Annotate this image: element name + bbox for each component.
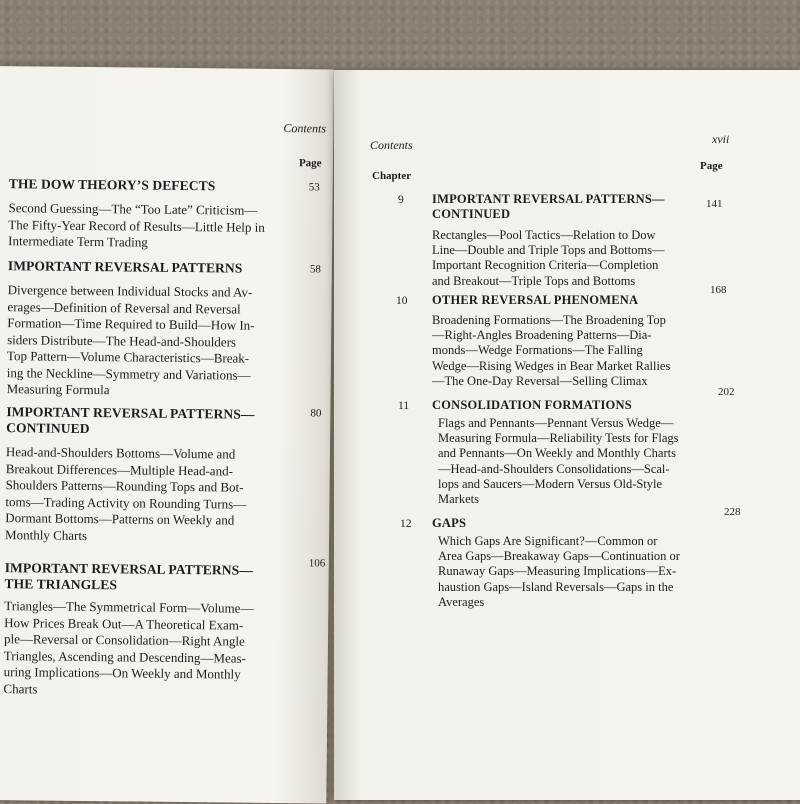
running-head-right: Contents — [370, 138, 413, 152]
description-line: The Fifty-Year Record of Results—Little Help in — [8, 216, 265, 235]
description-line: Breakout Differences—Multiple Head-and- — [5, 460, 234, 479]
description-line: Runaway Gaps—Measuring Implications—Ex- — [438, 564, 677, 579]
page-column-label-left: Page — [298, 157, 322, 170]
entry-page-number: 168 — [710, 284, 727, 296]
entry-title: CONSOLIDATION FORMATIONS — [432, 398, 632, 412]
entry-description — [3, 598, 302, 700]
entry-description — [432, 228, 712, 289]
description-line: monds—Wedge Formations—The Falling — [432, 343, 643, 358]
entry-title: THE DOW THEORY’S DEFECTS — [8, 176, 216, 194]
description-line: Area Gaps—Breakaway Gaps—Continuation or — [438, 549, 680, 564]
description-line: uring Implications—On Weekly and Monthly — [3, 664, 241, 682]
entry-description — [7, 282, 306, 401]
description-line: Wedge—Rising Wedges in Bear Market Rallies — [432, 358, 671, 373]
description-line: Head-and-Shoulders Bottoms—Volume and — [5, 444, 236, 462]
description-line: Top Pattern—Volume Characteristics—Break- — [6, 348, 250, 366]
description-line: Formation—Time Required to Build—How In- — [7, 315, 255, 333]
description-line: Flags and Pennants—Pennant Versus Wedge— — [438, 416, 674, 430]
description-line: —The One-Day Reversal—Selling Climax — [432, 373, 648, 388]
chapter-number: 11 — [398, 400, 410, 412]
chapter-column-label: Chapter — [372, 170, 412, 182]
description-line: Charts — [3, 680, 38, 696]
description-line: Intermediate Term Trading — [8, 233, 148, 250]
description-line: Broadening Formations—The Broadening Top — [432, 313, 666, 327]
right-page — [334, 70, 800, 800]
description-line: Dormant Bottoms—Patterns on Weekly and — [5, 510, 235, 528]
description-line: toms—Trading Activity on Rounding Turns— — [5, 493, 247, 512]
description-line: Shoulders Patterns—Rounding Tops and Bot- — [5, 477, 244, 495]
entry-page-number: 53 — [308, 181, 320, 194]
chapter-number: 10 — [396, 295, 408, 307]
description-line: lops and Saucers—Modern Versus Old-Style — [438, 476, 663, 491]
description-line: Line—Double and Triple Tops and Bottoms— — [432, 243, 665, 258]
description-line: and Pennants—On Weekly and Monthly Charts — [438, 446, 676, 461]
entry-page-number: 228 — [724, 506, 741, 518]
entry-page-number: 141 — [706, 198, 723, 210]
description-line: How Prices Break Out—A Theoretical Exam- — [4, 614, 244, 633]
entry-title-line: CONTINUED — [432, 207, 511, 221]
entry-page-number: 80 — [310, 407, 322, 420]
page-column-label-right: Page — [700, 160, 723, 172]
entry-page-number: 106 — [308, 557, 326, 570]
left-page — [0, 66, 334, 804]
entry-title: GAPS — [432, 516, 467, 530]
entry-description — [5, 444, 304, 546]
description-line: Monthly Charts — [5, 526, 88, 543]
description-line: —Head-and-Shoulders Consolidations—Scal- — [438, 461, 670, 476]
chapter-number: 12 — [400, 518, 412, 530]
entry-page-number: 202 — [718, 386, 735, 398]
running-head-left: Contents — [283, 121, 327, 136]
description-line: siders Distribute—The Head-and-Shoulders — [7, 331, 237, 350]
entry-title-line: IMPORTANT REVERSAL PATTERNS— — [4, 560, 253, 578]
page-number-roman: xvii — [712, 132, 730, 146]
description-line: Divergence between Individual Stocks and Av- — [7, 282, 253, 300]
description-line: and Breakout—Triple Tops and Bottoms — [432, 273, 636, 288]
entry-title — [6, 404, 254, 439]
entry-title-line: CONTINUED — [6, 420, 90, 437]
entry-description — [438, 416, 724, 507]
description-line: Which Gaps Are Significant?—Common or — [438, 534, 658, 548]
description-line: Measuring Formula — [6, 381, 110, 398]
entry-title-line: IMPORTANT REVERSAL PATTERNS— — [432, 192, 665, 206]
description-line: ing the Neckline—Symmetry and Variations— — [6, 364, 251, 383]
entry-title-line: THE TRIANGLES — [4, 576, 118, 593]
description-line: Triangles—The Symmetrical Form—Volume— — [4, 598, 254, 616]
entry-description — [8, 200, 305, 253]
description-line: Markets — [438, 492, 479, 507]
entry-title: OTHER REVERSAL PHENOMENA — [432, 293, 639, 307]
description-line: —Right-Angles Broadening Patterns—Dia- — [432, 328, 652, 343]
entry-title — [4, 560, 252, 595]
description-line: Averages — [438, 594, 485, 609]
entry-description — [438, 534, 718, 610]
chapter-number: 9 — [398, 194, 404, 206]
description-line: ple—Reversal or Consolidation—Right Angle — [3, 631, 245, 649]
description-line: Triangles, Ascending and Descending—Meas- — [3, 647, 247, 666]
description-line: haustion Gaps—Island Reversals—Gaps in the — [438, 579, 674, 594]
entry-page-number: 58 — [309, 263, 321, 276]
description-line: Second Guessing—The “Too Late” Criticism— — [8, 200, 258, 218]
description-line: Rectangles—Pool Tactics—Relation to Dow — [432, 228, 656, 242]
entry-title — [432, 192, 665, 222]
description-line: Measuring Formula—Reliability Tests for Flags — [438, 431, 679, 446]
entry-title: IMPORTANT REVERSAL PATTERNS — [7, 258, 243, 276]
entry-description — [432, 313, 714, 389]
entry-title-line: IMPORTANT REVERSAL PATTERNS— — [6, 404, 255, 422]
description-line: Important Recognition Criteria—Completion — [432, 258, 659, 273]
description-line: erages—Definition of Reversal and Reversal — [7, 298, 241, 317]
